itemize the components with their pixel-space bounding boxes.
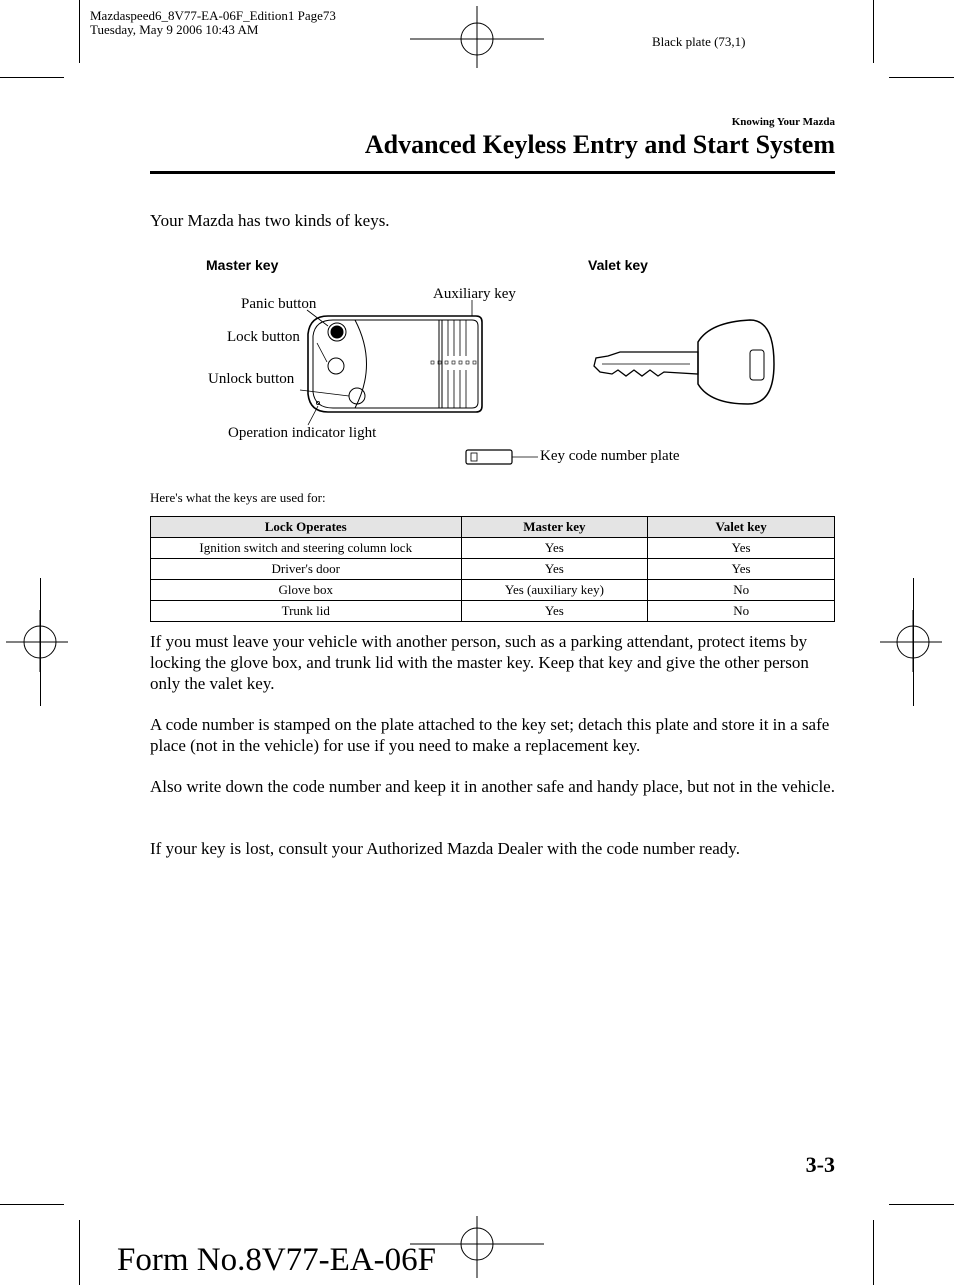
page-title: Advanced Keyless Entry and Start System <box>364 130 835 159</box>
master-key-heading: Master key <box>206 257 279 273</box>
paragraph-lost-key: If your key is lost, consult your Authorized Mazda Dealer with the code number ready. <box>150 839 740 858</box>
table-row <box>151 559 835 580</box>
table-caption: Here's what the keys are used for: <box>150 490 326 505</box>
table-cell: Driver's door <box>151 559 462 580</box>
table-cell: No <box>648 601 835 622</box>
registration-mark-right <box>880 610 942 672</box>
page-number: 3-3 <box>805 1152 835 1177</box>
title-rule <box>150 171 835 174</box>
column-header-lock-operates: Lock Operates <box>151 517 462 538</box>
table-row <box>151 580 835 601</box>
master-key-fob <box>308 316 482 412</box>
callout-lock-button: Lock button <box>227 329 300 345</box>
callout-unlock-button: Unlock button <box>208 371 295 387</box>
intro-text: Your Mazda has two kinds of keys. <box>150 211 390 230</box>
table-cell: Glove box <box>151 580 462 601</box>
table-cell: Yes (auxiliary key) <box>461 580 648 601</box>
column-header-master-key: Master key <box>461 517 648 538</box>
valet-key <box>594 320 774 404</box>
black-plate-label: Black plate (73,1) <box>652 34 746 49</box>
paragraph-leave-vehicle: If you must leave your vehicle with another person, such as a parking attendant, protect items by locking the glove box, and trunk lid with the master key. Keep that key and give the other person only the valet key. <box>150 632 809 693</box>
valet-key-heading: Valet key <box>588 257 648 273</box>
paragraph-code-number-plate: A code number is stamped on the plate attached to the key set; detach this plate and store it in a safe place (not in the vehicle) for use if you need to make a replacement key. <box>150 715 830 755</box>
keys-usage-table <box>150 516 835 622</box>
table-cell: Yes <box>461 538 648 559</box>
callout-key-code-number-plate: Key code number plate <box>540 448 680 464</box>
keys-illustration <box>150 280 835 480</box>
table-cell: Yes <box>461 559 648 580</box>
print-file-line: Mazdaspeed6_8V77-EA-06F_Edition1 Page73 <box>90 8 336 23</box>
table-cell: Yes <box>648 538 835 559</box>
form-number: Form No.8V77-EA-06F <box>117 1242 436 1278</box>
table-header-row <box>151 517 835 538</box>
section-name: Knowing Your Mazda <box>731 116 835 128</box>
callout-auxiliary-key: Auxiliary key <box>433 286 516 302</box>
registration-mark-top <box>410 6 544 68</box>
table-cell: Yes <box>648 559 835 580</box>
table-cell: Ignition switch and steering column lock <box>151 538 462 559</box>
paragraph-write-down-code: Also write down the code number and keep it in another safe and handy place, but not in the vehicle. <box>150 777 835 796</box>
table-row <box>151 601 835 622</box>
print-date-line: Tuesday, May 9 2006 10:43 AM <box>90 22 259 37</box>
table-row <box>151 538 835 559</box>
column-header-valet-key: Valet key <box>648 517 835 538</box>
callout-panic-button: Panic button <box>241 296 317 312</box>
registration-mark-left <box>6 610 68 672</box>
key-code-plate <box>466 450 512 464</box>
table-cell: Trunk lid <box>151 601 462 622</box>
table-cell: No <box>648 580 835 601</box>
callout-operation-indicator-light: Operation indicator light <box>228 425 377 441</box>
table-cell: Yes <box>461 601 648 622</box>
